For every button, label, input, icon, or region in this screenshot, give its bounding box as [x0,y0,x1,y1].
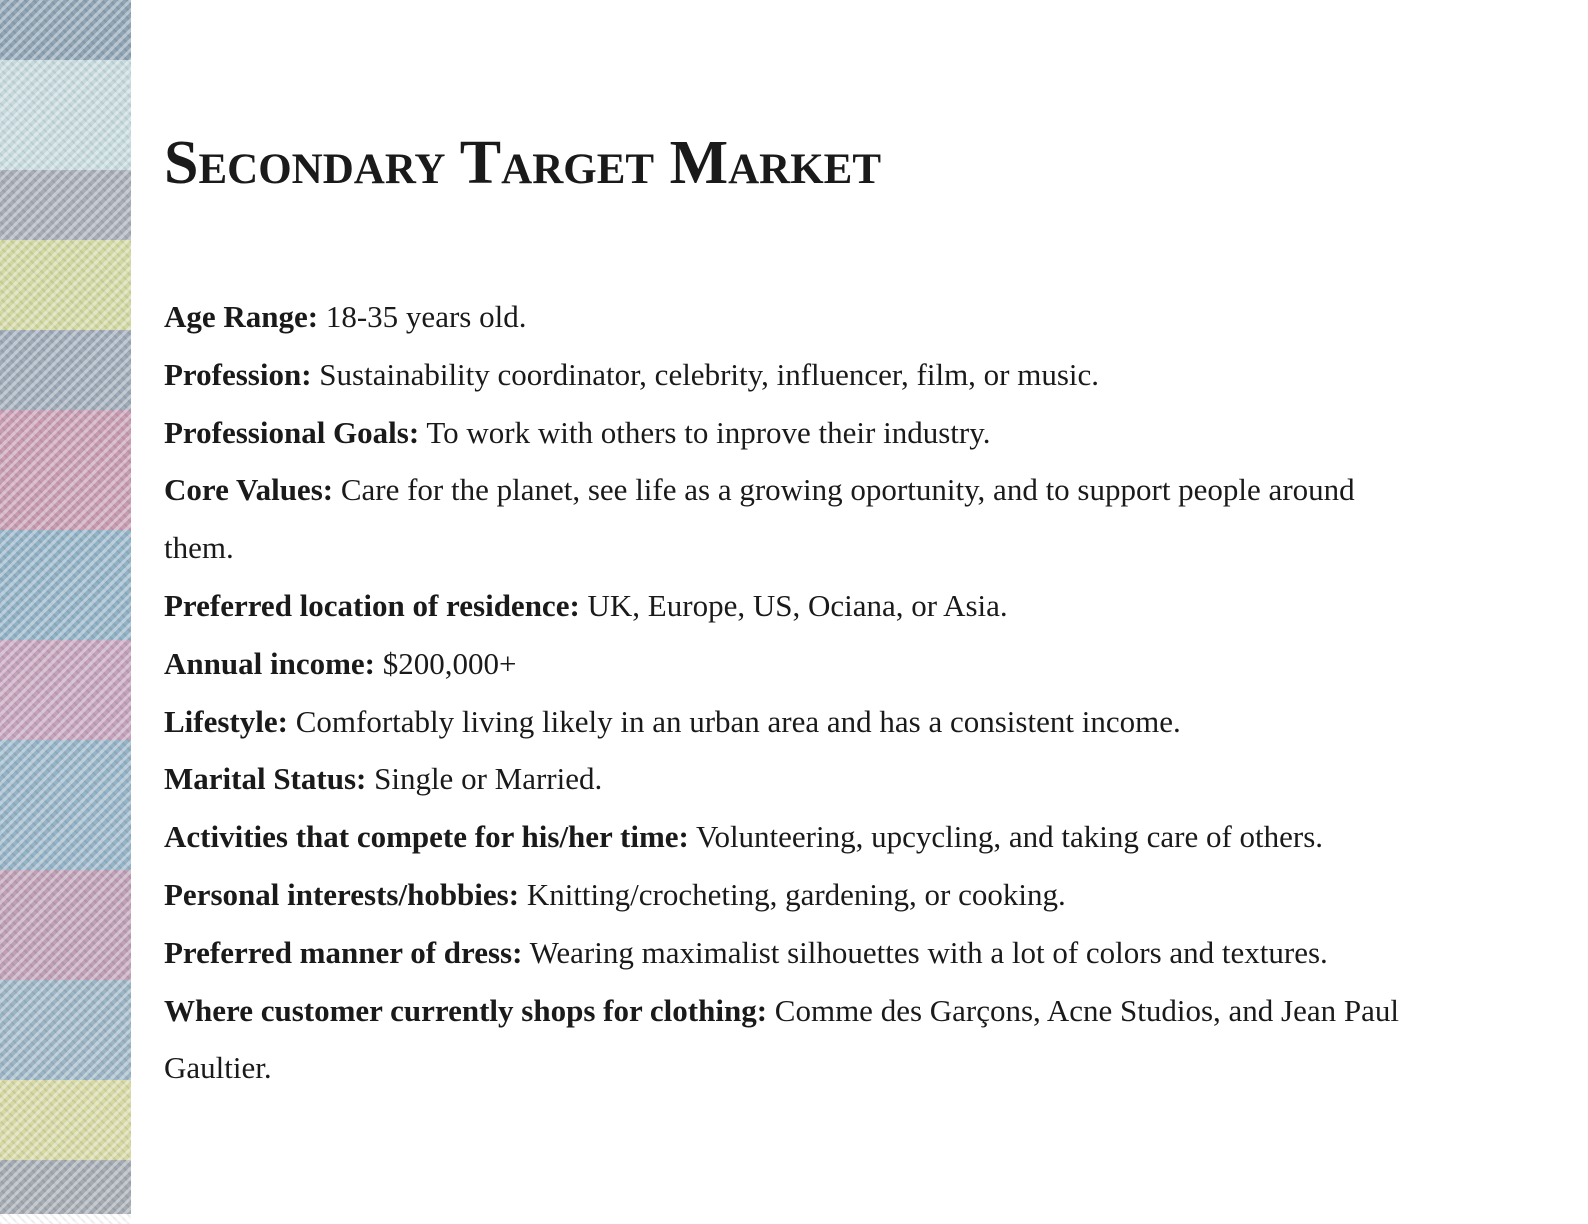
field-label: Where customer currently shops for clothing: [164,992,768,1028]
fabric-texture-strip [0,0,131,1224]
manner-of-dress-field [164,924,1574,982]
field-label: Preferred location of residence: [164,587,580,623]
field-label: Profession: [164,356,312,392]
field-value: Single or Married. [366,761,603,797]
field-value: To work with others to inprove their industry. [419,414,991,450]
field-value: Care for the planet, see life as a growing oportunity, and to support people around them. [164,472,1355,566]
field-label: Professional Goals: [164,414,420,450]
field-value: Comme des Garçons, Acne Studios, and Jean Paul Gaultier. [164,992,1399,1086]
field-label: Core Values: [164,472,334,508]
shopping-locations-field [164,982,1414,1098]
field-value: Wearing maximalist silhouettes with a lot of colors and textures. [522,934,1328,970]
page-title: Secondary Target Market [164,129,881,197]
field-label: Personal interests/hobbies: [164,876,520,912]
age-range-field [164,288,1574,346]
field-label: Marital Status: [164,761,367,797]
main-content [164,118,1574,1097]
field-value: $200,000+ [375,645,517,681]
annual-income-field [164,635,1574,693]
field-value: Knitting/crocheting, gardening, or cooking. [519,876,1066,912]
professional-goals-field [164,404,1574,462]
field-value: Volunteering, upcycling, and taking care of others. [688,819,1324,855]
field-label: Age Range: [164,299,319,334]
marital-status-field [164,750,1574,808]
core-values-field [164,461,1404,577]
field-value: Sustainability coordinator, celebrity, influencer, film, or music. [311,356,1100,392]
field-label: Annual income: [164,645,375,681]
market-profile-list [164,288,1574,1097]
profession-field [164,346,1574,404]
field-value: Comfortably living likely in an urban area and has a consistent income. [287,703,1181,739]
field-value: UK, Europe, US, Ociana, or Asia. [579,587,1008,623]
field-label: Lifestyle: [164,703,288,739]
field-value: 18-35 years old. [318,299,527,334]
field-label: Activities that compete for his/her time: [164,819,689,855]
competing-activities-field [164,808,1574,866]
fabric-weave-overlay [0,0,131,1224]
field-label: Preferred manner of dress: [164,934,523,970]
personal-interests-field [164,866,1574,924]
residence-location-field [164,577,1574,635]
lifestyle-field [164,693,1574,751]
